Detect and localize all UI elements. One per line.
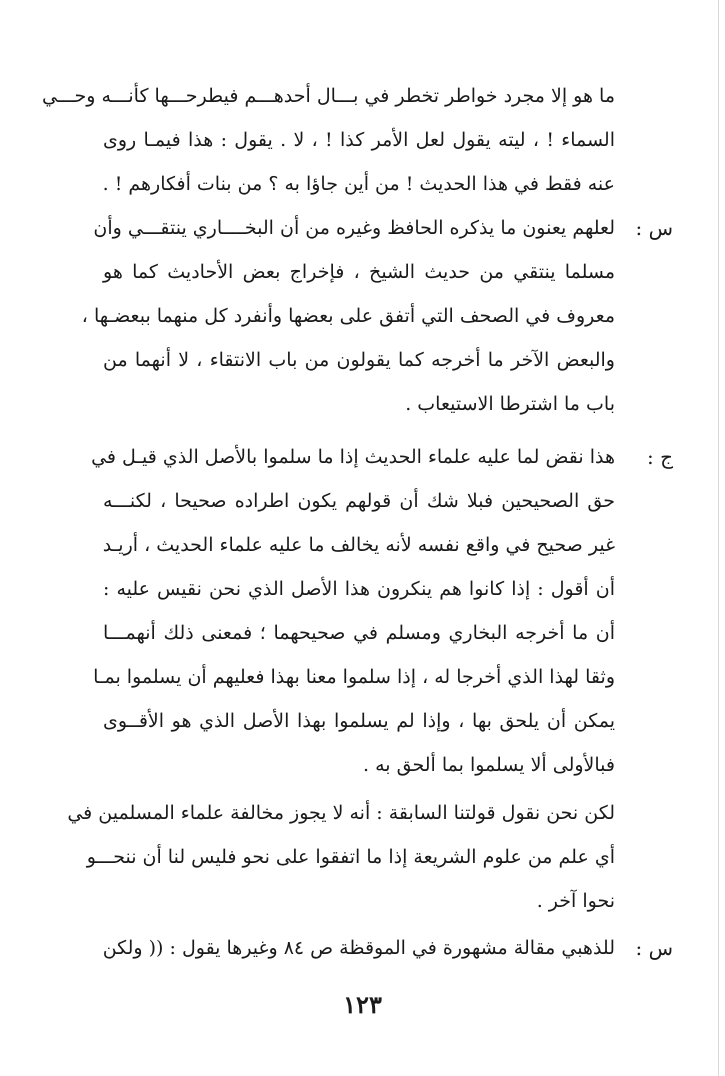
text-line: نحوا آخر . xyxy=(536,890,615,912)
page-binding-edge xyxy=(718,0,719,1076)
text-line: أن أقول : إذا كانوا هم ينكرون هذا الأصل الذي نحن نقيس عليه : xyxy=(103,578,615,600)
text-line: السماء ! ، ليته يقول لعل الأمر كذا ! ، لا . يقول : هذا فيمـا روى xyxy=(103,129,615,151)
answer-label: ج : xyxy=(646,445,673,469)
text-line: غير صحيح في واقع نفسه لأنه يخالف ما عليه علماء الحديث ، أريـد xyxy=(102,534,615,556)
question-label: س : xyxy=(635,936,673,960)
text-line: للذهبي مقالة مشهورة في الموقظة ص ٨٤ وغيرها يقول : (( ولكن xyxy=(102,937,615,959)
text-line: هذا نقض لما عليه علماء الحديث إذا ما سلموا بالأصل الذي قيـل في xyxy=(91,446,615,468)
text-line: باب ما اشترطا الاستيعاب . xyxy=(405,393,615,415)
text-line: معروف في الصحف التي أتفق على بعضها وأنفرد كل منهما ببعضـها ، xyxy=(81,305,615,327)
page-number: ١٢٣ xyxy=(343,990,382,1019)
text-line: لعلهم يعنون ما يذكره الحافظ وغيره من أن البخــــاري ينتقـــي وأن xyxy=(93,217,615,239)
text-line: حق الصحيحين فبلا شك أن قولهم يكون اطراده صحيحا ، لكنـــه xyxy=(103,490,615,512)
text-line: أن ما أخرجه البخاري ومسلم في صحيحهما ؛ فمعنى ذلك أنهمـــا xyxy=(103,622,615,644)
text-line: مسلما ينتقي من حديث الشيخ ، فإخراج بعض الأحاديث كما هو xyxy=(103,261,615,283)
text-line: يمكن أن يلحق بها ، وإذا لم يسلموا بهذا الأصل الذي هو الأقــوى xyxy=(103,710,615,732)
text-line: والبعض الآخر ما أخرجه كما يقولون من باب الانتقاء ، لا أنهما من xyxy=(103,349,615,371)
text-line: ما هو إلا مجرد خواطر تخطر في بـــال أحدهـــم فيطرحـــها كأنـــه وحـــي xyxy=(41,85,615,107)
text-line: فبالأولى ألا يسلموا بما ألحق به . xyxy=(363,754,615,776)
text-line: وثقا لهذا الذي أخرجا له ، إذا سلموا معنا بهذا فعليهم أن يسلموا بمـا xyxy=(93,666,615,688)
question-label: س : xyxy=(635,216,673,240)
text-line: أي علم من علوم الشريعة إذا ما اتفقوا على نحو فليس لنا أن ننحـــو xyxy=(86,846,615,868)
text-line: عنه فقط في هذا الحديث ! من أين جاؤا به ؟ من بنات أفكارهم ! . xyxy=(102,173,615,195)
text-line: لكن نحن نقول قولتنا السابقة : أنه لا يجوز مخالفة علماء المسلمين في xyxy=(67,802,615,824)
